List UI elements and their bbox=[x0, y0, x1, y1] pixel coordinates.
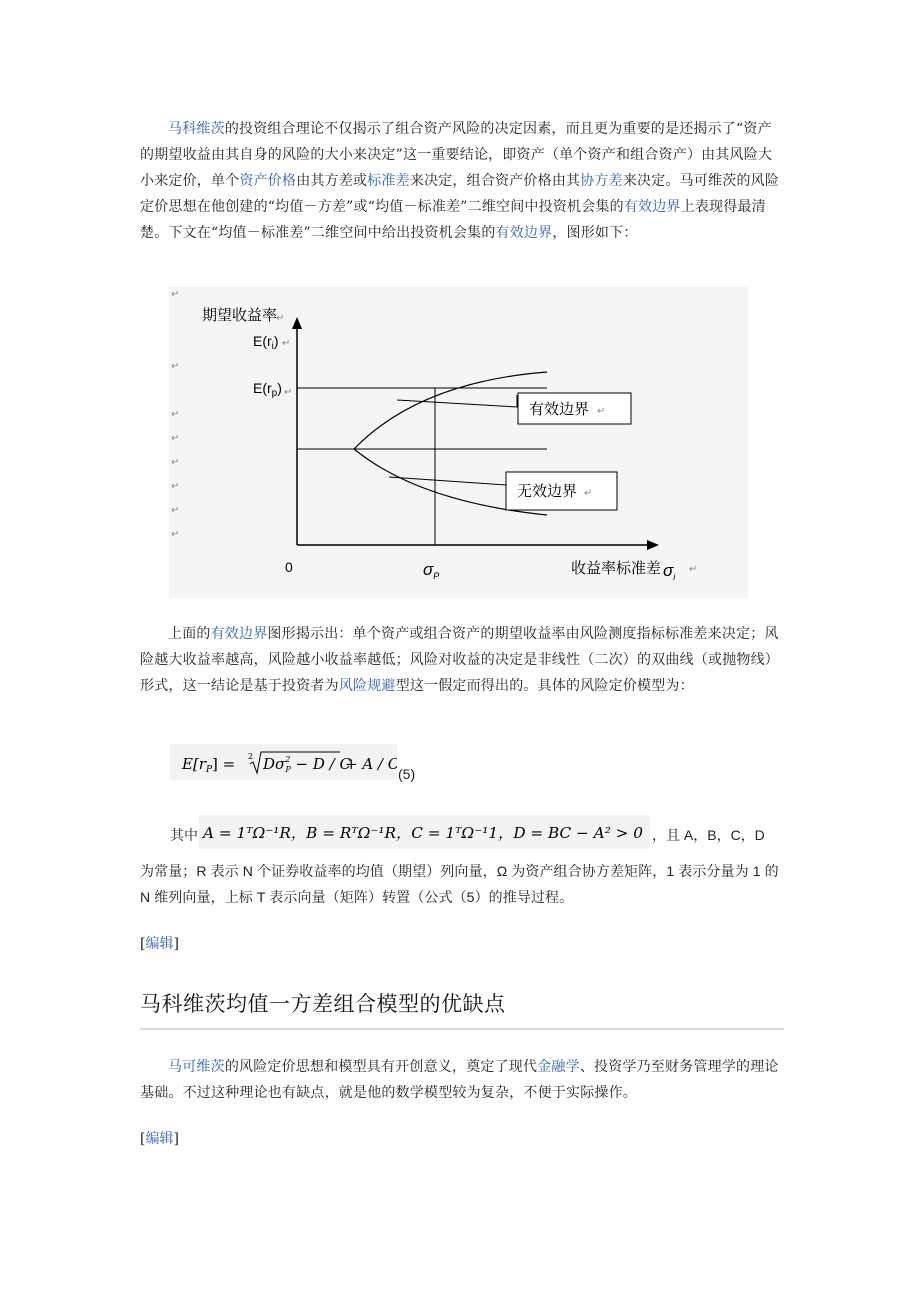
formula-5-tail: + A / C bbox=[345, 755, 397, 773]
x-axis-sigma: $\sigma_i$ bbox=[663, 561, 676, 582]
er-i-mark: ↵ bbox=[282, 338, 291, 349]
bracket: ] bbox=[173, 1131, 179, 1147]
intro-paragraph bbox=[140, 116, 784, 246]
return-mark-icon: ↵ bbox=[171, 289, 180, 300]
definitions-suffix: ，且 A，B，C，D bbox=[652, 827, 765, 843]
definitions-continuation: 为常量；R 表示 N 个证券收益率的均值（期望）列向量，Ω 为资产组合协方差矩阵，1 表示分量为 1 的 N 维列向量，上标 T 表示向量（矩阵）转置（公式（5）的推导过程。 bbox=[140, 863, 779, 905]
er-p-mark: ↵ bbox=[284, 387, 293, 398]
link-asset-price[interactable]: 资产价格 bbox=[239, 173, 297, 189]
text: 上表现得最清楚。下文在“均值－标准差”二维空间中给出投资机会集的 bbox=[140, 199, 766, 241]
return-mark-icon: ↵ bbox=[171, 409, 180, 420]
return-mark-icon: ↵ bbox=[171, 529, 180, 540]
formula-5-radicand: $D\sigma^2$ P − D / C bbox=[263, 755, 351, 774]
edit-button[interactable]: 编辑 bbox=[145, 936, 174, 952]
return-mark-icon: ↵ bbox=[171, 505, 180, 516]
formula-number: (5) bbox=[398, 766, 416, 782]
link-covariance[interactable]: 协方差 bbox=[580, 173, 623, 189]
link-efficient-frontier[interactable]: 有效边界 bbox=[623, 199, 681, 215]
bracket: [ bbox=[140, 936, 146, 952]
edit-link-1 bbox=[140, 933, 179, 953]
er-p-label: $E(r_p)$ bbox=[253, 380, 282, 399]
efficient-label-mark: ↵ bbox=[597, 406, 606, 417]
definitions-formula-image bbox=[199, 815, 650, 849]
y-axis-arrow-icon bbox=[292, 317, 302, 329]
inefficient-label-mark: ↵ bbox=[584, 488, 593, 499]
bracket: ] bbox=[173, 936, 179, 952]
definitions-prefix: 其中 bbox=[170, 828, 198, 844]
link-risk-aversion[interactable]: 风险规避 bbox=[338, 678, 396, 694]
link-finance[interactable]: 金融学 bbox=[537, 1059, 580, 1075]
definitions-line bbox=[140, 815, 784, 851]
section-heading: 马科维茨均值一方差组合模型的优缺点 bbox=[140, 988, 784, 1030]
x-axis-arrow-icon bbox=[647, 540, 659, 550]
formula-5-root-index: 2 bbox=[248, 752, 254, 761]
text: 来决定。马可维茨的风险定价思想在他创建的“均值－方差”或“均值－标准差”二维空间中投资机会集的 bbox=[140, 173, 780, 215]
bracket: [ bbox=[140, 1131, 146, 1147]
text: ，图形如下： bbox=[552, 225, 638, 241]
link-markowitz-2[interactable]: 马可维茨 bbox=[168, 1059, 225, 1075]
definitions-formula-text: A = 1ᵀΩ⁻¹R，B = RᵀΩ⁻¹R，C = 1ᵀΩ⁻¹1，D = BC − A² > 0 bbox=[200, 824, 644, 842]
frontier-explanation-paragraph bbox=[140, 621, 784, 699]
text: 的风险定价思想和模型具有开创意义，奠定了现代 bbox=[224, 1059, 538, 1075]
return-mark-icon: ↵ bbox=[171, 361, 180, 372]
y-axis-label: 期望收益率 bbox=[202, 307, 278, 324]
return-mark-icon: ↵ bbox=[171, 481, 180, 492]
text: 型这一假定而得出的。具体的风险定价模型为： bbox=[395, 678, 694, 694]
pros-cons-paragraph bbox=[140, 1054, 784, 1106]
efficient-frontier-figure bbox=[169, 287, 748, 598]
er-i-label: $E(r_i)$ bbox=[253, 333, 279, 352]
edit-link-2 bbox=[140, 1128, 179, 1148]
sigma-p-label: $\sigma_P$ bbox=[423, 560, 440, 581]
inefficient-callout-pointer bbox=[389, 473, 506, 485]
x-axis-mark: ↵ bbox=[689, 564, 698, 575]
formula-5-image bbox=[170, 744, 397, 780]
text: 图形揭示出：单个资产或组合资产的期望收益率由风险测度指标标准差来决定；风险越大收益率越高，风险越小收益率越低；风险对收益的决定是非线性（二次）的双曲线（或抛物线）形式，这一结论是基于投资者为 bbox=[140, 626, 779, 694]
efficient-label-text: 有效边界 bbox=[529, 401, 590, 418]
return-mark-icon: ↵ bbox=[171, 457, 180, 468]
y-axis-label-mark: ↵ bbox=[276, 313, 285, 324]
link-efficient-frontier-3[interactable]: 有效边界 bbox=[210, 626, 268, 642]
text: 上面的 bbox=[168, 626, 211, 642]
text: 的投资组合理论不仅揭示了组合资产风险的决定因素，而且更为重要的是还揭示了“资产的期望收益由其自身的风险的大小来决定”这一重要结论，即资产（单个资产和组合资产）由其风险大小来定价，单个 bbox=[140, 121, 773, 189]
text: 来决定，组合资产价格由其 bbox=[409, 173, 581, 189]
return-mark-icon: ↵ bbox=[171, 433, 180, 444]
link-efficient-frontier-2[interactable]: 有效边界 bbox=[495, 225, 553, 241]
formula-5-lhs: $E[r_P]$ = bbox=[182, 755, 236, 775]
text: 由其方差或 bbox=[296, 173, 368, 189]
text: 、投资学乃至财务管理学的理论基础。不过这种理论也有缺点，就是他的数学模型较为复杂，不便于实际操作。 bbox=[140, 1059, 779, 1101]
inefficient-label-text: 无效边界 bbox=[517, 483, 578, 500]
link-standard-deviation[interactable]: 标准差 bbox=[367, 173, 410, 189]
link-markowitz[interactable]: 马科维茨 bbox=[168, 121, 225, 137]
origin-label: 0 bbox=[285, 559, 293, 575]
edit-button[interactable]: 编辑 bbox=[145, 1131, 174, 1147]
x-axis-label: 收益率标准差 bbox=[571, 560, 662, 577]
